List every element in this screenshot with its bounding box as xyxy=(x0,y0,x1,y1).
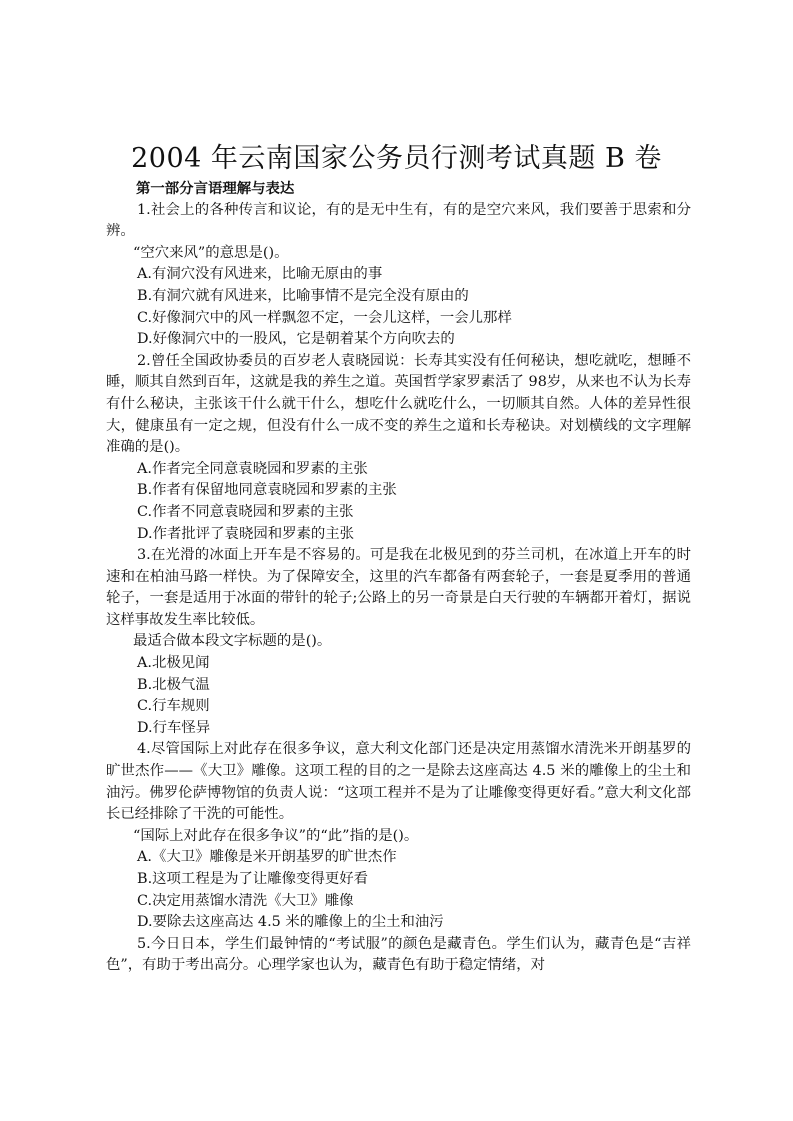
question-4-passage: 4.尽管国际上对此存在很多争议，意大利文化部门还是决定用蒸馏水清洗米开朗基罗的旷世杰作——《大卫》雕像。这项工程的目的之一是除去这座高达 4.5 米的雕像上的尘土和油污。佛罗伦萨博物馆的负责人说：“这项工程并不是为了让雕像变得更好看。”意大利文化部长已经排除了干洗的可能性。 xyxy=(106,741,691,823)
question-3-option-a: A.北极见闻 xyxy=(137,655,210,672)
question-4-option-c: C.决定用蒸馏水清洗《大卫》雕像 xyxy=(137,892,354,909)
question-3-option-b: B.北极气温 xyxy=(137,676,210,693)
section-heading: 第一部分言语理解与表达 xyxy=(136,180,295,197)
question-1-option-c: C.好像洞穴中的风一样飘忽不定，一会儿这样，一会儿那样 xyxy=(137,309,512,326)
question-3-option-d: D.行车怪异 xyxy=(137,719,211,736)
question-4-option-a: A.《大卫》雕像是米开朗基罗的旷世杰作 xyxy=(137,849,397,866)
document-title: 2004 年云南国家公务员行测考试真题 B 卷 xyxy=(131,143,662,174)
question-1-option-d: D.好像洞穴中的一股风，它是朝着某个方向吹去的 xyxy=(137,331,455,348)
question-3-passage: 3.在光滑的冰面上开车是不容易的。可是我在北极见到的芬兰司机，在冰道上开车的时速和在柏油马路一样快。为了保障安全，这里的汽车都备有两套轮子，一套是夏季用的普通轮子，一套是适用于冰面的带针的轮子;公路上的另一奇景是白天行驶的车辆都开着灯，据说这样事故发生率比较低。 xyxy=(106,547,691,628)
question-3-stem: 最适合做本段文字标题的是()。 xyxy=(133,633,332,650)
question-2-option-c: C.作者不同意袁晓园和罗素的主张 xyxy=(137,503,354,520)
question-2-passage: 2.曾任全国政协委员的百岁老人袁晓园说：长寿其实没有任何秘诀，想吃就吃，想睡不睡，顺其自然到百年，这就是我的养生之道。英国哲学家罗素活了 98岁，从来也不认为长寿有什么秘诀，主张该干什么就干什么，想吃什么就吃什么，一切顺其自然。人体的差异性很大，健康虽有一定之规，但没有什么一成不变的养生之道和长寿秘诀。对划横线的文字理解准确的是()。 xyxy=(106,352,691,456)
question-1-option-a: A.有洞穴没有风进来，比喻无原由的事 xyxy=(137,266,383,283)
question-4-stem: “国际上对此存在很多争议”的“此”指的是()。 xyxy=(133,827,419,844)
document-body xyxy=(106,178,691,977)
question-1-stem: “空穴来风”的意思是()。 xyxy=(133,244,289,261)
question-2-option-a: A.作者完全同意袁晓园和罗素的主张 xyxy=(137,460,368,477)
question-5-passage: 5.今日日本，学生们最钟情的“考试服”的颜色是藏青色。学生们认为，藏青色是“吉祥色”，有助于考出高分。心理学家也认为，藏青色有助于稳定情绪，对 xyxy=(106,935,691,974)
question-1-option-b: B.有洞穴就有风进来，比喻事情不是完全没有原由的 xyxy=(137,287,469,304)
question-3-option-c: C.行车规则 xyxy=(137,698,210,715)
question-4-option-b: B.这项工程是为了让雕像变得更好看 xyxy=(137,871,369,887)
question-2-option-d: D.作者批评了袁晓园和罗素的主张 xyxy=(137,525,355,542)
question-4-option-d: D.要除去这座高达 4.5 米的雕像上的尘土和油污 xyxy=(137,914,444,931)
question-1-passage: 1.社会上的各种传言和议论，有的是无中生有，有的是空穴来风，我们要善于思索和分辨。 xyxy=(106,201,691,240)
question-2-option-b: B.作者有保留地同意袁晓园和罗素的主张 xyxy=(137,482,397,499)
